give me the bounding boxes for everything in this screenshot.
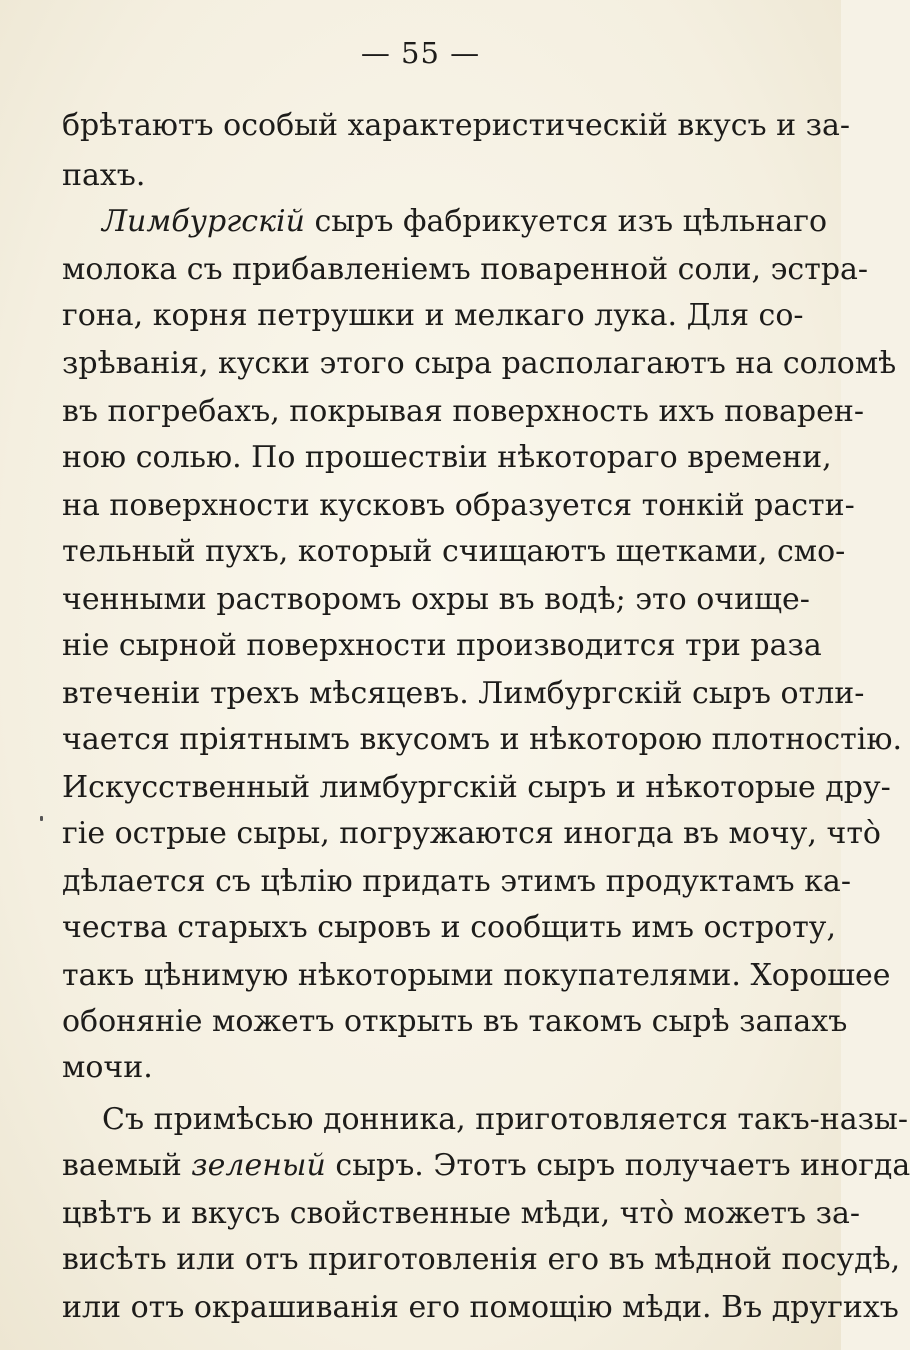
text-line: чается пріятнымъ вкусомъ и нѣкоторою плотностію.	[62, 722, 903, 757]
text-line: такъ цѣнимую нѣкоторыми покупателями. Хорошее	[62, 958, 891, 993]
text-line: Съ примѣсью донника, приготовляется такъ-назы-	[102, 1102, 909, 1137]
text-line: Лимбургскій сыръ фабрикуется изъ цѣльнаго	[102, 204, 828, 239]
text-line: висѣть или отъ приготовленія его въ мѣдной посудѣ,	[62, 1242, 901, 1277]
text-line: на поверхности кусковъ образуется тонкій расти-	[62, 488, 855, 523]
text-line: ніе сырной поверхности производится три раза	[62, 628, 822, 663]
text-line: ваемый зеленый сыръ. Этотъ сыръ получаетъ иногда	[62, 1148, 910, 1183]
text-line: въ погребахъ, покрывая поверхность ихъ поварен-	[62, 394, 865, 429]
text-line: молока съ прибавленіемъ поваренной соли, эстра-	[62, 252, 869, 287]
text-line: обоняніе можетъ открыть въ такомъ сырѣ запахъ	[62, 1004, 848, 1039]
text-line: мочи.	[62, 1050, 153, 1085]
italic-term: зеленый	[191, 1148, 326, 1183]
text-line: цвѣтъ и вкусъ свойственные мѣди, что̀ можетъ за-	[62, 1196, 861, 1231]
text-line: тельный пухъ, который счищаютъ щетками, смо-	[62, 534, 846, 569]
text-line: гіе острые сыры, погружаются иногда въ мочу, что̀	[62, 816, 881, 851]
text-line: гона, корня петрушки и мелкаго лука. Для со-	[62, 298, 804, 333]
margin-mark	[40, 816, 43, 821]
text-line: брѣтаютъ особый характеристическій вкусъ и за-	[62, 108, 851, 143]
text-line: Искусственный лимбургскій сыръ и нѣкоторые дру-	[62, 770, 891, 805]
text-line: зрѣванія, куски этого сыра располагаютъ на соломѣ	[62, 346, 897, 381]
text-line: чества старыхъ сыровъ и сообщить имъ остроту,	[62, 910, 836, 945]
text-line: или отъ окрашиванія его помощію мѣди. Въ другихъ	[62, 1290, 899, 1325]
text-line: ченными растворомъ охры въ водѣ; это очище-	[62, 582, 810, 617]
page-number: — 55 —	[360, 36, 481, 70]
text-line: ною солью. По прошествіи нѣкотораго времени,	[62, 440, 832, 475]
italic-term: Лимбургскій	[102, 204, 305, 239]
text-line: втеченіи трехъ мѣсяцевъ. Лимбургскій сыръ отли-	[62, 676, 865, 711]
text-line: дѣлается съ цѣлію придать этимъ продуктамъ ка-	[62, 864, 851, 899]
text-line: пахъ.	[62, 158, 146, 193]
